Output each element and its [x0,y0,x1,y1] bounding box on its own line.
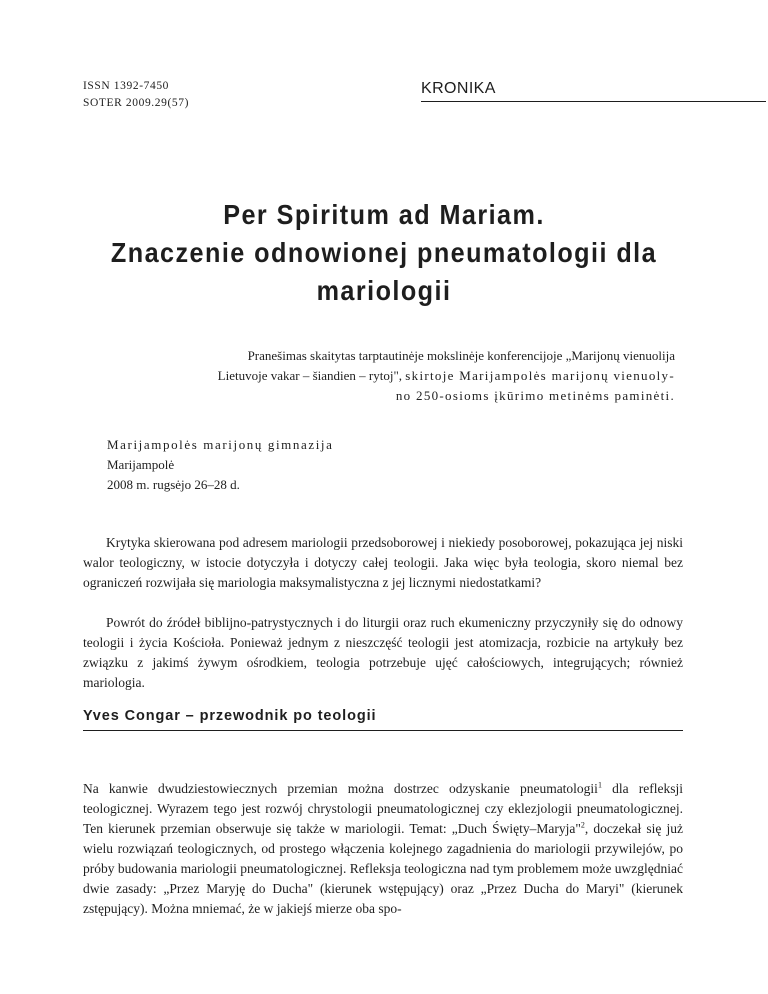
paragraph-1: Krytyka skierowana pod adresem mariologii przedsoborowej i niekiedy posoborowej, pokazująca jej niski walor teologiczny, w istocie dotyczyła i dotyczy całej teologii. Jaka więc była teologia, skoro niemal bez ograniczeń rozwijała się mariologia maksymalistyczna z jej licznymi niedostatkami? [83,535,683,590]
section-heading: Yves Congar – przewodnik po teologii [83,708,377,724]
conference-note [140,346,675,406]
title-line-3: mariologii [316,275,452,306]
paragraph-3-part-2: dla refleksji teologicznej. Wyrazem tego jest rozwój chrystologii pneumatologicznej czy eklezjologii pneumatologicznej. Ten kierunek przemian obserwuje się także w mariologii. Temat: „Duch Święty–Maryja" [83,781,683,836]
issn-number: ISSN 1392-7450 [83,80,170,92]
note-line-2b: skirtoje Marijampolės marijonų vienuoly- [405,368,675,383]
paragraph-3 [83,779,683,919]
header-rule [421,101,766,102]
note-line-1: Pranešimas skaitytas tarptautinėje mokslinėje konferencijoje „Marijonų vienuolija [247,348,675,363]
paragraph-3-part-1: Na kanwie dwudziestowiecznych przemian można dostrzec odzyskanie pneumatologii [83,781,598,796]
paragraph-2: Powrót do źródeł biblijno-patrystycznych i do liturgii oraz ruch ekumeniczny przyczyniły się do odnowy teologii i życia Kościoła. Ponieważ jednym z nieszczęść teologii jest atomizacja, rozbicie na artykuły bez związku z jakimś żywym ośrodkiem, teologia potrzebuje ujęć całościowych, integrujących; również mariologia. [83,615,683,690]
footnote-ref-2[interactable]: 2 [580,820,585,830]
journal-info [83,78,189,112]
venue-place: Marijampolės marijonų gimnazija [107,437,334,452]
note-line-2a: Lietuvoje vakar – šiandien – rytoj", [217,368,406,383]
conference-venue [107,435,334,495]
article-title [92,196,675,310]
venue-date: 2008 m. rugsėjo 26–28 d. [107,477,240,492]
title-line-2: Znaczenie odnowionej pneumatologii dla [110,237,658,268]
section-rule [83,730,683,731]
note-line-2 [140,366,675,386]
note-line-3: no 250-osioms įkūrimo metinėms paminėti. [395,388,675,403]
section-label: KRONIKA [421,80,496,97]
title-line-1: Per Spiritum ad Mariam. [223,199,545,230]
footnote-ref-1[interactable]: 1 [597,780,602,790]
journal-issue: SOTER 2009.29(57) [83,97,190,109]
paragraph-3-part-3: , doczekał się już wielu rozwiązań teologicznych, od prostego włączenia kolejnego zagadnienia do mariologii przywilejów, po próby budowania mariologii pneumatologicznej. Refleksja teologiczna nad tym problemem może uwzględniać dwie zasady: „Przez Maryję do Ducha" (kierunek wstępujący) oraz „Przez Ducha do Maryi" (kierunek zstępujący). Można mniemać, że w jakiejś mierze oba spo- [83,821,683,916]
venue-city: Marijampolė [107,457,175,472]
